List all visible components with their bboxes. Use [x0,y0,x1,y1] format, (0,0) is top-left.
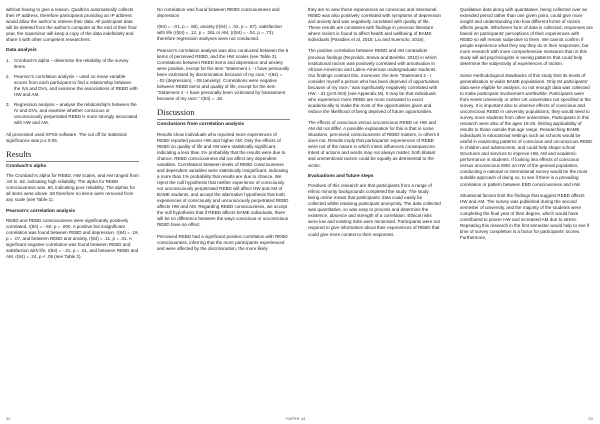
pearson-paragraph: REBD and REBD consciousness were significantly positively correlated, r(84) = -.50, p = .000. A positive but insignificant correlation was found between REBD and depression, r(84) = .19, p = .07, and between REBD and anxiety, r(84) = .11, p = .31. A significant negative correlation was found between REBD and satisfaction with life, r(84) = -.31, p = .01, and between REBD and AM, r(84) = .24, p < .05 (see Table 2). [6,218,139,260]
situational-paragraph: Situational factors limit the findings that suggest REBD affects HW and AM. The survey was published during the second semester of university, and the majority of the students were completing the final year of their degree, which would have contributed to poorer HW and increased AM due to stress. Repeating this research in the first semester would help to see if time of survey completion is a factor for participants' scores. Furthermore, [460,192,590,241]
perceived-paragraph: Perceived REBD had a significant positive correlation with REBD consciousness, inferring that the more participants experienced and were affected by the discrimination, the more likely [157,233,288,251]
spss-paragraph: All processed used SPSS software. The cut off for statistical significance was p ≤ 0.05. [6,131,127,143]
items-correlation-paragraph: Pearson's correlation analysis was also conducted between the 6 items of perceived REBD, and the HW scales (see Table 3). Correlations between REBD items and depression and anxiety were positive, except for the item "Statement 1 - I have personally been victimised by discrimination because of my race," r(84) = -.02 (depression), -.08 (anxiety). Correlations were negative between REBD items and quality of life, except for the item "Statement 4 - I have personally been victimised by harassment because of my race," r(84) = .18. [157,47,290,101]
continuation-paragraph: they are to view those experiences as conscious and intentional. REBD was also positively correlated with symptoms of depression and anxiety and was negatively correlated with quality of life. These results are consistent with findings in previous literature where racism is found to affect health and wellbeing of BAME individuals (Paradies et al, 2015; Liu and Suemoto, 2016). [308,7,441,43]
results-heading: Results [6,149,139,162]
list-item: 2. Pearson's correlation analysis – used on mean variable scores from each participant to find a relationship between the IVs and DVs, and examine the associations of REBD with HW and AM. [6,73,138,98]
paper-label: PAPER 44 [286,417,306,421]
column-1 [6,7,139,266]
cronbach-heading: Cronbach's alpha [6,163,47,169]
evaluations-heading: Evaluations and future steps [308,173,374,179]
qualitative-paragraph: Qualitative data along with quantitative, being collected over an extended period rather than one given point, could give more insight and understanding into how different forms of racism affects people. Whichever form of data is collected, responses are based on participants' perceptions of their experiences with REBD so will remain subjective to them. We cannot confirm if people experience what they say they do in their responses, but more research with more comprehensive measures than in this study will aid psychologists in seeing patterns that could help determine the subjectivity of experiences of racism. [460,7,593,67]
positive-correlation-paragraph: The positive correlation between REBD and AM contradicts previous findings (Reynolds, Sneva and Beehler, 2010) in which institutional racism was positively correlated with amotivation in African-American and Latino-American undergraduate students. Our findings contrast this, moreover, the item "Statement 2 - I consider myself a person who has been deprived of opportunities because of my race," was significantly negatively correlated with HW, -.31 (p<0.004) (see Appendix M). It may be that individuals who experience more REBD are more motivated to excel academically to make the most of the opportunities given and reduce the likelihood of being deprived of future opportunities. [308,48,440,114]
page-number-right: 33 [588,417,593,421]
evaluations-paragraph: Positives of this research are that participants from a range of ethnic minority backgrounds completed the study. The study being online meant that participants' data could easily be collected whilst retaining participant anonymity. The data collected was quantitative, so was easy to process and determine the existence, absence and strength of a correlation. Ethical risks were low and existing risks were minimised. Participants were not required to give information about their experiences of REBD that could give more context to their responses. [308,183,441,237]
stats-paragraph: r(84) = -.01, p = .90), anxiety (r(84) = .02, p = .87), satisfaction with life (r(84) = .12, p = .28L or AM, (r(84) = -.04, p = .73), therefore regression analyses were not conducted. [157,24,282,42]
pearson-heading: Pearson's correlation analysis [6,208,76,214]
column-3 [308,7,441,243]
column-4 [460,7,593,246]
column-2 [157,7,290,257]
discussion-heading: Discussion [157,107,290,120]
conclusions-heading: Conclusions from correlation analysis [157,122,245,128]
list-item: 3. Regression analysis – analyse the relationship's between the IV and DVs, and examine whether conscious or unconsciously perpetrated REBD is more strongly associated with HW and AM. [6,102,138,126]
page-number-left: 32 [6,417,11,421]
limitations-paragraph: Some methodological drawbacks of this study limit its levels of generalisation to wider BAME populations. Only 84 participants' data were eligible for analysis, so not enough data was collected to make participant involvement worthwhile. Participants were from Keele University or other UK universities not specified in the survey. It is important also to observe effects of conscious and unconscious REBD in university populations, they would need to survey more students from other universities. Participants in this research were also of the ages 18-29, limiting applicability of results to those outside that age range. Researching BAME individuals in educational settings such as schools would be useful in examining patterns of conscious and unconscious REBD in children and adolescents, and could help shape school structures and services to improve HW, AM and academic performance in students. If looking into effects of conscious versus unconscious EBD on HW of the general population, conducting a national or international survey would be the most suitable approach of doing so, to see if there is a prevailing correlation or pattern between EBD consciousness and HW. [460,72,593,187]
intro-paragraph: without having to give a reason. Qualtrics automatically collects their IP address, therefore participants providing an IP address would allow the author to retrieve their data. All participant data will be deleted from the author's computer at the end of their final year, the supervisor will keep a copy of the data indefinitely and share it with other competent researchers. [6,7,137,43]
effects-paragraph: The effects of conscious versus unconscious REBD on HW and AM did not differ. A possible explanation for this is that in some situations, perceived consciousness of REBD matters, in others it does not. Results imply that participants' experiences of REBD were not of the nature in which intent influences consequences. Intent of actions and words may not always matter; both blatant and unintentional racism could be equally as detrimental to the victim. [308,120,440,168]
conclusions-paragraph: Results show individuals who reported more experiences of REBD reported poorer HW and higher AM. Only the effects of REBD on quality of life and AM were statistically significant, indicating a less than 1% probability that the results were due to chance. REBD consciousness did not affect any dependent variables. Correlations between levels of REBD consciousness and dependent variables were statistically insignificant, indicating a more than 1% probability that results are due to chance. We reject the null hypothesis that neither experience of consciously nor unconsciously perpetrated REBD will affect HW and AM of BAME students, and accept the alternative hypothesis that both experiences of consciously and unconsciously perpetrated REBD affects HW and AM. Regarding REBD consciousness, we accept the null hypothesis that if REBD affects BAME individuals, there will be no difference between the ways conscious or unconscious REBD have an effect. [157,131,289,228]
analysis-list [6,58,139,126]
data-analysis-heading: Data analysis [6,48,37,54]
no-correlation-paragraph: No correlation was found between REBD consciousness and depression [157,7,280,19]
cronbach-paragraph: The Cronbach's alpha for REBD, HW scales, and AM ranged from .83 to .92, indicating high reliability. The alpha for REBD consciousness was .60, indicating poor reliability. The alphas for all items were above .50 therefore no items were removed from any scale (see Table 1). [6,173,139,203]
list-item: 1. Cronbach's alpha – determine the reliability of the survey items. [6,57,129,69]
